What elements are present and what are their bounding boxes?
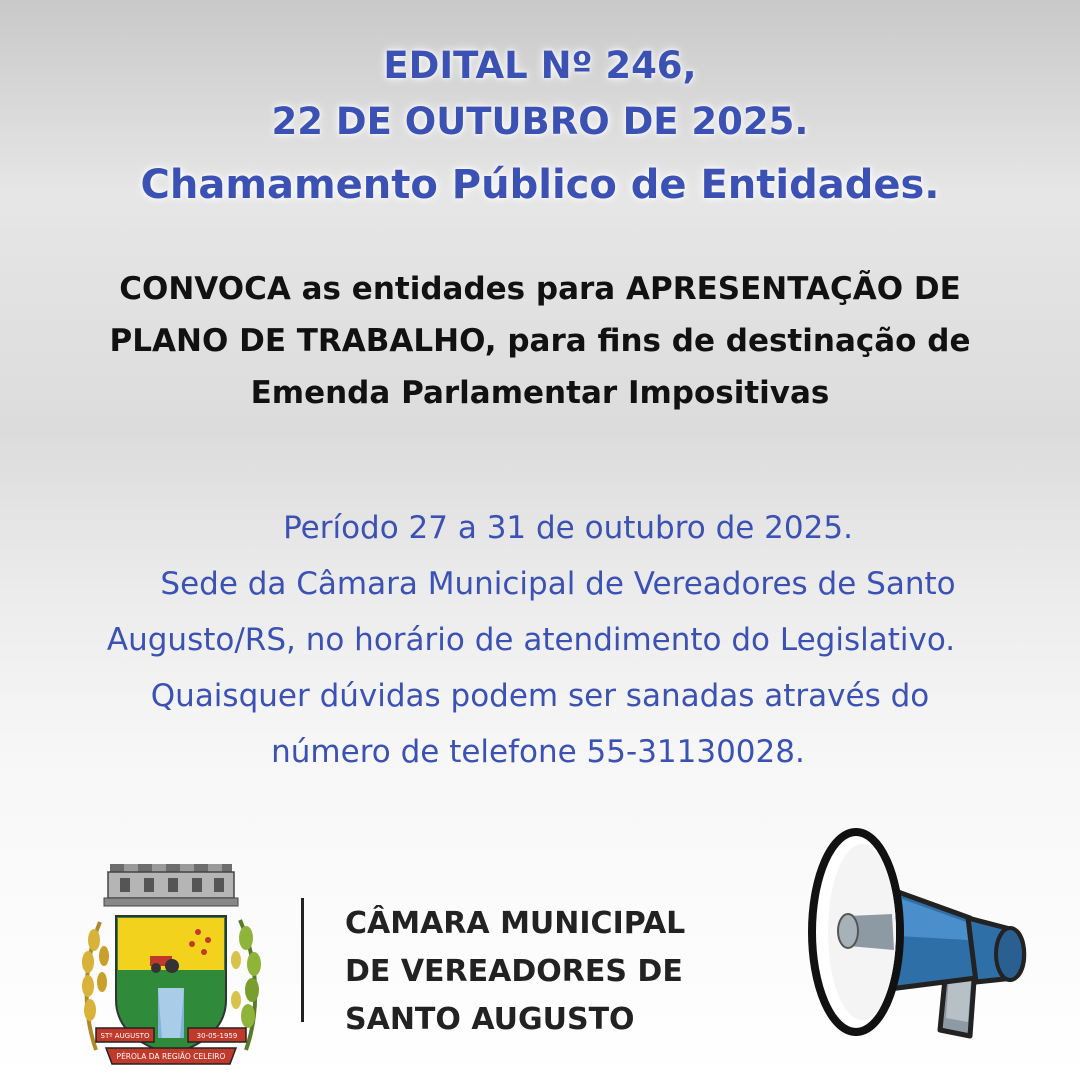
megaphone-icon	[800, 822, 1032, 1054]
edital-header	[0, 38, 1080, 220]
organization-line: SANTO AUGUSTO	[345, 1002, 635, 1037]
organization-line: DE VEREADORES DE	[345, 954, 683, 989]
details-phone: número de telefone 55-31130028.	[271, 734, 805, 770]
vertical-divider	[301, 898, 304, 1022]
edital-title: Chamamento Público de Entidades.	[140, 162, 940, 208]
convocation-line: CONVOCA as entidades para APRESENTAÇÃO DE	[119, 271, 961, 307]
convocation-line: PLANO DE TRABALHO, para fins de destinação de	[109, 323, 971, 359]
edital-date: 22 DE OUTUBRO DE 2025.	[271, 100, 809, 143]
organization-line: CÂMARA MUNICIPAL	[345, 906, 686, 941]
convocation-text	[40, 263, 1040, 419]
details-text	[40, 500, 1040, 780]
edital-number: EDITAL Nº 246,	[383, 44, 697, 87]
details-line: Sede da Câmara Municipal de Vereadores de Santo	[160, 566, 956, 602]
svg-text:30-05-1959: 30-05-1959	[196, 1032, 238, 1040]
details-line: Quaisquer dúvidas podem ser sanadas através do	[150, 678, 930, 714]
svg-text:STº AUGUSTO: STº AUGUSTO	[100, 1032, 150, 1040]
details-line: Augusto/RS, no horário de atendimento do Legislativo.	[106, 622, 956, 658]
details-period: Período 27 a 31 de outubro de 2025.	[283, 510, 853, 546]
organization-name	[345, 900, 685, 1044]
convocation-line: Emenda Parlamentar Impositivas	[250, 375, 830, 411]
svg-text:PÉROLA DA REGIÃO CELEIRO: PÉROLA DA REGIÃO CELEIRO	[116, 1052, 226, 1061]
municipal-coat-of-arms-icon	[76, 860, 266, 1075]
